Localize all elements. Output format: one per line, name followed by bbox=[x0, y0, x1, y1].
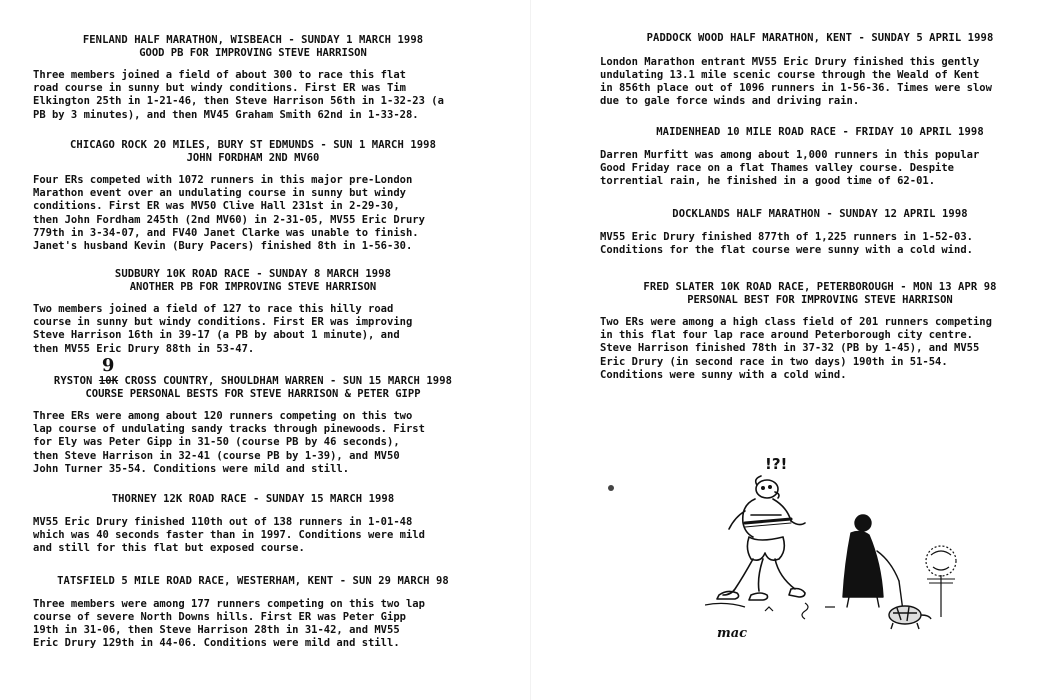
article-maidenhead bbox=[600, 126, 1040, 188]
article-ryston bbox=[33, 355, 473, 476]
article-headline: MAIDENHEAD 10 MILE ROAD RACE - FRIDAY 10 APRIL 1998 bbox=[656, 126, 984, 138]
tortoise-figure bbox=[889, 606, 931, 629]
ground-scribbles bbox=[705, 603, 835, 619]
walker-figure bbox=[843, 515, 903, 611]
article-body: Three members joined a field of about 300 to race this flat road course in sunny but windy conditions. First ER was Tim Elkington 25th in 1-21-46, then Steve Harrison 56th in 1-32-23 (a PB by 3 minutes), and then MV45 Graham Smith 62nd in 1-33-28. bbox=[33, 69, 444, 121]
runner-cartoon-illustration bbox=[705, 455, 965, 645]
article-body: Two members joined a field of 127 to race this hilly road course in sunny but windy conditions. First ER was improving Steve Harrison 16th in 39-17 (a PB by about 1 minute), and then MV55 Eric Drury 88th in 53-47. bbox=[33, 303, 413, 355]
article-headline: FENLAND HALF MARATHON, WISBEACH - SUNDAY 1 MARCH 1998 bbox=[82, 34, 424, 46]
article-sudbury bbox=[33, 268, 473, 356]
handwritten-correction bbox=[98, 355, 119, 388]
article-thorney bbox=[33, 493, 473, 555]
article-headline: FRED SLATER 10K ROAD RACE, PETERBOROUGH - MON 13 APR 98 bbox=[643, 281, 997, 293]
cartoon-signature: mac bbox=[717, 626, 748, 641]
article-body: Darren Murfitt was among about 1,000 runners in this popular Good Friday race on a flat Thames valley course. Despite torrential rain, he finished in a good time of 62-01. bbox=[600, 148, 980, 187]
article-body: London Marathon entrant MV55 Eric Drury finished this gently undulating 13.1 mile scenic course through the Weald of Kent in 856th place out of 1096 runners in 1-56-36. Times were slow due to gale force winds and driving rain. bbox=[600, 55, 992, 108]
tree-figure bbox=[926, 546, 956, 617]
correction-nine: 9 bbox=[101, 355, 115, 376]
left-page bbox=[0, 0, 530, 700]
article-subhead: JOHN FORDHAM 2ND MV60 bbox=[186, 151, 320, 164]
runner-figure bbox=[717, 476, 805, 600]
article-body: MV55 Eric Drury finished 110th out of 138 runners in 1-01-48 which was 40 seconds faster than in 1997. Conditions were mild and still for this flat but exposed course. bbox=[33, 515, 425, 554]
article-body: Three members were among 177 runners competing on this two lap course of severe North Downs hills. First ER was Peter Gipp 19th in 31-06, then Steve Harrison 28th in 31-42, and MV55 Eric Drury 129th in 44-06. Conditions were mild and still. bbox=[33, 597, 425, 650]
article-headline: SUDBURY 10K ROAD RACE - SUNDAY 8 MARCH 1998 bbox=[114, 268, 392, 280]
article-headline: RYSTON 9 10K CROSS COUNTRY, SHOULDHAM WARREN - SUN 15 MARCH 1998 bbox=[53, 355, 453, 387]
article-fred-slater bbox=[600, 281, 1040, 382]
cartoon-exclamation: !?! bbox=[765, 455, 788, 473]
article-subhead: ANOTHER PB FOR IMPROVING STEVE HARRISON bbox=[129, 280, 377, 293]
article-subhead: GOOD PB FOR IMPROVING STEVE HARRISON bbox=[139, 46, 367, 59]
article-headline: DOCKLANDS HALF MARATHON - SUNDAY 12 APRIL 1998 bbox=[672, 208, 968, 220]
article-fenland bbox=[33, 34, 473, 122]
article-body: Four ERs competed with 1072 runners in this major pre-London Marathon event over an undulating course in sunny but windy conditions. First ER was MV50 Clive Hall 231st in 2-29-30, then John Fordham 245th (2nd MV60) in 2-31-05, MV55 Eric Drury 779th in 3-34-07, and FV40 Janet Clarke was unable to finish. Janet's husband Kevin (Bury Pacers) finished 8th in 1-56-30. bbox=[33, 174, 425, 253]
article-tatsfield bbox=[33, 575, 473, 650]
article-paddock-wood bbox=[600, 32, 1040, 108]
article-subhead: PERSONAL BEST FOR IMPROVING STEVE HARRISON bbox=[687, 293, 953, 306]
article-body: Three ERs were among about 120 runners competing on this two lap course of undulating sandy tracks through pinewoods. First for Ely was Peter Gipp in 31-50 (course PB by 46 seconds), then Steve Harrison in 32-41 (course PB by 1-39), and MV50 John Turner 35-54. Conditions were mild and still. bbox=[33, 410, 425, 475]
article-body: Two ERs were among a high class field of 201 runners competing in this flat four lap race around Peterborough city centre. Steve Harrison finished 78th in 37-32 (PB by 1-45), and MV55 Eric Drury (in second race in two days) 190th in 51-54. Conditions were sunny with a cold wind. bbox=[600, 316, 992, 381]
article-subhead: COURSE PERSONAL BESTS FOR STEVE HARRISON & PETER GIPP bbox=[85, 387, 421, 400]
article-headline: TATSFIELD 5 MILE ROAD RACE, WESTERHAM, KENT - SUN 29 MARCH 98 bbox=[57, 575, 449, 587]
struck-text: 10K bbox=[98, 375, 119, 387]
article-headline: THORNEY 12K ROAD RACE - SUNDAY 15 MARCH 1998 bbox=[111, 493, 395, 505]
ink-speck bbox=[608, 485, 614, 491]
article-headline: PADDOCK WOOD HALF MARATHON, KENT - SUNDAY 5 APRIL 1998 bbox=[646, 32, 994, 44]
article-chicago-rock bbox=[33, 139, 473, 253]
right-page bbox=[530, 0, 1062, 700]
article-headline: CHICAGO ROCK 20 MILES, BURY ST EDMUNDS - SUN 1 MARCH 1998 bbox=[69, 139, 437, 151]
article-docklands bbox=[600, 208, 1040, 257]
article-body: MV55 Eric Drury finished 877th of 1,225 runners in 1-52-03. Conditions for the flat course were sunny with a cold wind. bbox=[600, 230, 973, 256]
